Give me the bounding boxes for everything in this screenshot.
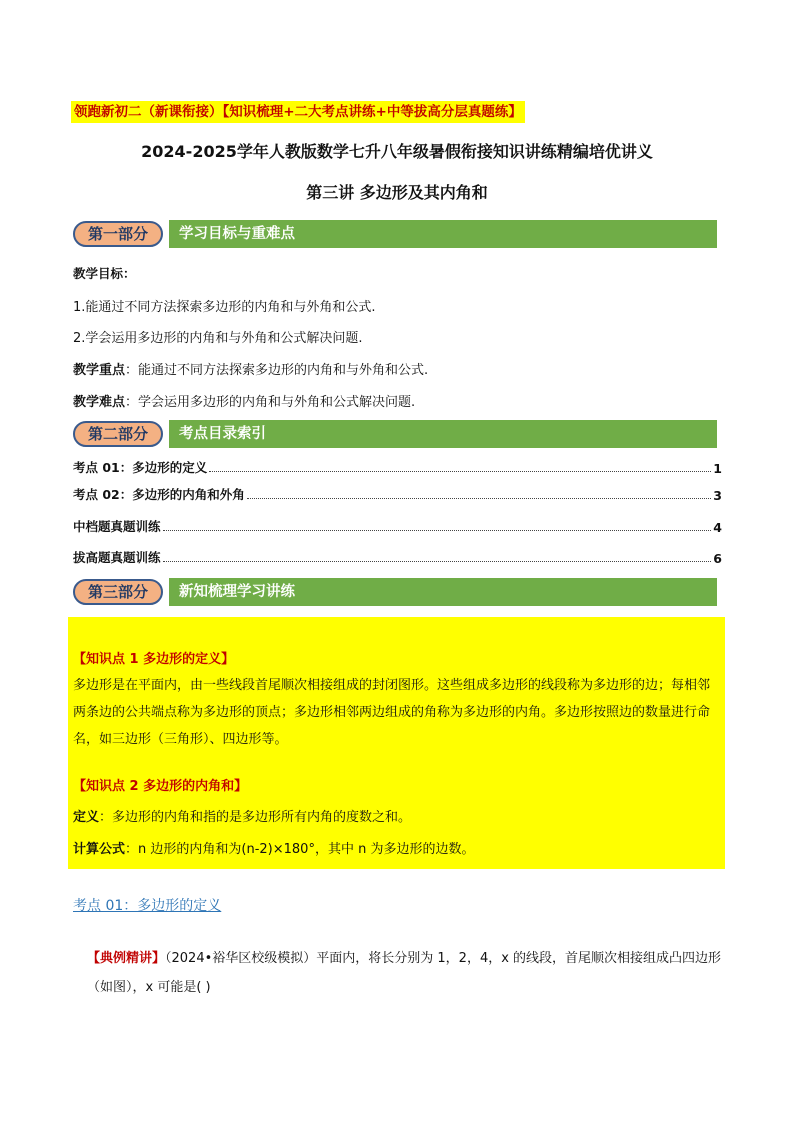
lecture-title: 第三讲 多边形及其内角和	[306, 183, 488, 202]
example-tag: 【典例精讲】	[87, 951, 166, 966]
toc-leader	[247, 497, 712, 499]
section-badge: 第二部分	[73, 421, 163, 447]
formula	[73, 838, 474, 857]
objective-item-1: 1.能通过不同方法探索多边形的内角和与外角和公式.	[73, 300, 376, 315]
toc-entry-page: 3	[713, 488, 722, 503]
toc-entry-title: 考点 01：多边形的定义	[73, 460, 208, 475]
toc-entry-page: 1	[713, 461, 722, 476]
toc-entry[interactable]	[73, 548, 722, 566]
section-part2	[73, 420, 717, 448]
series-banner: 领跑新初二（新课衔接）【知识梳理+二大考点讲练+中等拔高分层真题练】	[71, 101, 525, 123]
key-point	[73, 359, 428, 378]
definition	[73, 806, 411, 825]
difficult-point-label: 教学难点	[73, 395, 126, 410]
knowledge-point-2-title: 【知识点 2 多边形的内角和】	[73, 779, 248, 794]
difficult-point	[73, 391, 415, 410]
difficult-point-text: ：学会运用多边形的内角和与外角和公式解决问题.	[125, 395, 416, 410]
toc-entry-title: 中档题真题训练	[73, 519, 161, 534]
definition-text: ：多边形的内角和指的是多边形所有内角的度数之和。	[99, 810, 412, 825]
section-badge: 第三部分	[73, 579, 163, 605]
toc-leader	[163, 529, 712, 531]
example-text: （2024•裕华区校级模拟）平面内，将长分别为 1，2，4，x 的线段，首尾顺次相接组成凸四边形（如图），x 可能是( )	[87, 951, 722, 995]
toc-leader	[209, 470, 711, 472]
section-badge: 第一部分	[73, 221, 163, 247]
key-point-label: 教学重点	[73, 363, 126, 378]
objective-item-2: 2.学会运用多边形的内角和与外角和公式解决问题.	[73, 331, 363, 346]
definition-label: 定义	[73, 810, 100, 825]
section-title: 考点目录索引	[179, 426, 266, 442]
formula-text: ：n 边形的内角和为(n-2)×180°，其中 n 为多边形的边数。	[125, 842, 475, 857]
toc-entry[interactable]	[73, 485, 722, 503]
toc-entry-page: 6	[713, 551, 722, 566]
formula-label: 计算公式	[73, 842, 126, 857]
section-part3	[73, 578, 717, 606]
knowledge-point-1-text: 多边形是在平面内，由一些线段首尾顺次相接组成的封闭图形。这些组成多边形的线段称为多边形的边；每相邻两条边的公共端点称为多边形的顶点；多边形相邻两边组成的角称为多边形的内角。多边形按照边的数量进行命名，如三边形（三角形）、四边形等。	[73, 678, 711, 747]
toc-leader	[163, 560, 712, 562]
objectives-label: 教学目标：	[73, 266, 136, 281]
example-question	[87, 944, 727, 1002]
section-part1	[73, 220, 717, 248]
toc-entry[interactable]	[73, 458, 722, 476]
toc-entry-title: 考点 02：多边形的内角和外角	[73, 487, 245, 502]
toc-entry[interactable]	[73, 517, 722, 535]
document-title: 2024-2025学年人教版数学七升八年级暑假衔接知识讲练精编培优讲义	[141, 142, 653, 161]
key-point-text: ：能通过不同方法探索多边形的内角和与外角和公式.	[125, 363, 429, 378]
toc-entry-title: 拔高题真题训练	[73, 550, 161, 565]
section-title: 学习目标与重难点	[179, 226, 295, 242]
toc-entry-page: 4	[713, 520, 722, 535]
section-title: 新知梳理学习讲练	[179, 584, 295, 600]
knowledge-point-1-title: 【知识点 1 多边形的定义】	[73, 652, 235, 667]
exam-point-link[interactable]: 考点 01：多边形的定义	[73, 898, 222, 914]
